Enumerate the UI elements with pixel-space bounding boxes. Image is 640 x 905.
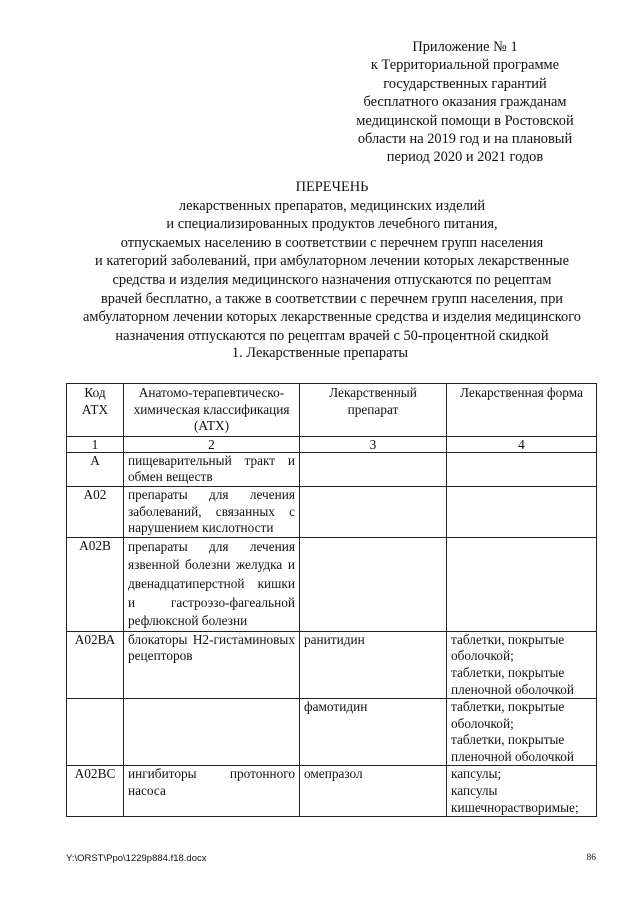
document-heading bbox=[50, 178, 614, 345]
heading-line: назначения отпускаются по рецептам врачей с 50-процентной скидкой bbox=[115, 327, 549, 344]
column-number: 1 bbox=[67, 436, 124, 452]
column-number: 3 bbox=[300, 436, 447, 452]
heading-line: и категорий заболеваний, при амбулаторном лечении которых лекарственные bbox=[95, 253, 569, 270]
form-line: капсулы кишечнорастворимые; bbox=[451, 783, 579, 815]
atx-code-cell: А bbox=[67, 452, 124, 486]
heading-line: врачей бесплатно, а также в соответствии с перечнем групп населения, при bbox=[101, 290, 563, 307]
atx-code-cell bbox=[67, 699, 124, 766]
appendix-line: бесплатного оказания гражданам bbox=[363, 94, 567, 111]
appendix-block bbox=[340, 38, 590, 167]
form-line: таблетки, покрытые пленочной оболочкой bbox=[451, 664, 575, 697]
form-cell bbox=[447, 537, 597, 631]
drug-cell bbox=[300, 537, 447, 631]
atx-class-cell: препараты для лечения язвенной болезни желудка и двенадцатиперстной кишки и гастроэзо-фагеальной рефлюксной болезни bbox=[124, 537, 300, 631]
form-line: таблетки, покрытые пленочной оболочкой bbox=[451, 732, 575, 764]
header-atx-code: Код АТХ bbox=[67, 384, 124, 437]
table-row bbox=[67, 766, 597, 817]
page-number: 86 bbox=[586, 853, 596, 863]
table-header-row bbox=[67, 384, 597, 437]
appendix-line: период 2020 и 2021 годов bbox=[386, 149, 544, 166]
atx-code-cell: А02 bbox=[67, 486, 124, 537]
table-row bbox=[67, 537, 597, 631]
atx-class-cell: ингибиторы протонного насоса bbox=[124, 766, 300, 817]
footer-file-path: Y:\ORST\Ppo\1229p884.f18.docx bbox=[66, 853, 207, 864]
form-cell bbox=[447, 699, 597, 766]
drug-cell: омепразол bbox=[300, 766, 447, 817]
appendix-line: медицинской помощи в Ростовской bbox=[356, 112, 574, 129]
atx-class-cell bbox=[124, 699, 300, 766]
table-row bbox=[67, 699, 597, 766]
heading-line: лекарственных препаратов, медицинских изделий bbox=[178, 197, 486, 214]
appendix-line: области на 2019 год и на плановый bbox=[357, 131, 573, 148]
form-cell bbox=[447, 766, 597, 817]
appendix-line: к Территориальной программе bbox=[370, 57, 560, 74]
form-line: таблетки, покрытые оболочкой; bbox=[451, 631, 565, 664]
heading-line: отпускаемых населению в соответствии с перечнем групп населения bbox=[120, 234, 544, 251]
table-row bbox=[67, 486, 597, 537]
atx-code-cell: А02ВА bbox=[67, 631, 124, 698]
table-number-row bbox=[67, 436, 597, 452]
header-atx-classification: Анатомо-терапевтическо-химическая классификация (АТХ) bbox=[124, 384, 300, 437]
drug-cell: фамотидин bbox=[300, 699, 447, 766]
form-line: капсулы; bbox=[451, 766, 502, 782]
appendix-line: государственных гарантий bbox=[383, 75, 547, 92]
form-cell bbox=[447, 452, 597, 486]
section-title: 1. Лекарственные препараты bbox=[231, 345, 409, 361]
form-line: таблетки, покрытые оболочкой; bbox=[451, 699, 565, 731]
form-cell bbox=[447, 631, 597, 698]
document-title: ПЕРЕЧЕНЬ bbox=[295, 179, 369, 195]
heading-line: средства и изделия медицинского назначения отпускаются по рецептам bbox=[112, 271, 552, 288]
form-cell bbox=[447, 486, 597, 537]
drug-cell bbox=[300, 486, 447, 537]
atx-class-cell: пищеварительный тракт и обмен веществ bbox=[124, 452, 300, 486]
column-number: 2 bbox=[124, 436, 300, 452]
table-row bbox=[67, 631, 597, 698]
atx-code-cell: А02ВС bbox=[67, 766, 124, 817]
atx-class-cell: препараты для лечения заболеваний, связанных с нарушением кислотности bbox=[124, 486, 300, 537]
atx-code-cell: А02В bbox=[67, 537, 124, 631]
appendix-line: Приложение № 1 bbox=[412, 39, 518, 55]
heading-line: амбулаторном лечении которых лекарственные средства и изделия медицинского bbox=[83, 309, 581, 326]
drug-table bbox=[66, 383, 597, 817]
drug-cell: ранитидин bbox=[300, 631, 447, 698]
table-row bbox=[67, 452, 597, 486]
header-form: Лекарственная форма bbox=[447, 384, 597, 437]
heading-line: и специализированных продуктов лечебного питания, bbox=[166, 216, 498, 233]
drug-cell bbox=[300, 452, 447, 486]
header-drug: Лекарственный препарат bbox=[300, 384, 447, 437]
atx-class-cell: блокаторы Н2-гистаминовых рецепторов bbox=[124, 631, 300, 698]
column-number: 4 bbox=[447, 436, 597, 452]
